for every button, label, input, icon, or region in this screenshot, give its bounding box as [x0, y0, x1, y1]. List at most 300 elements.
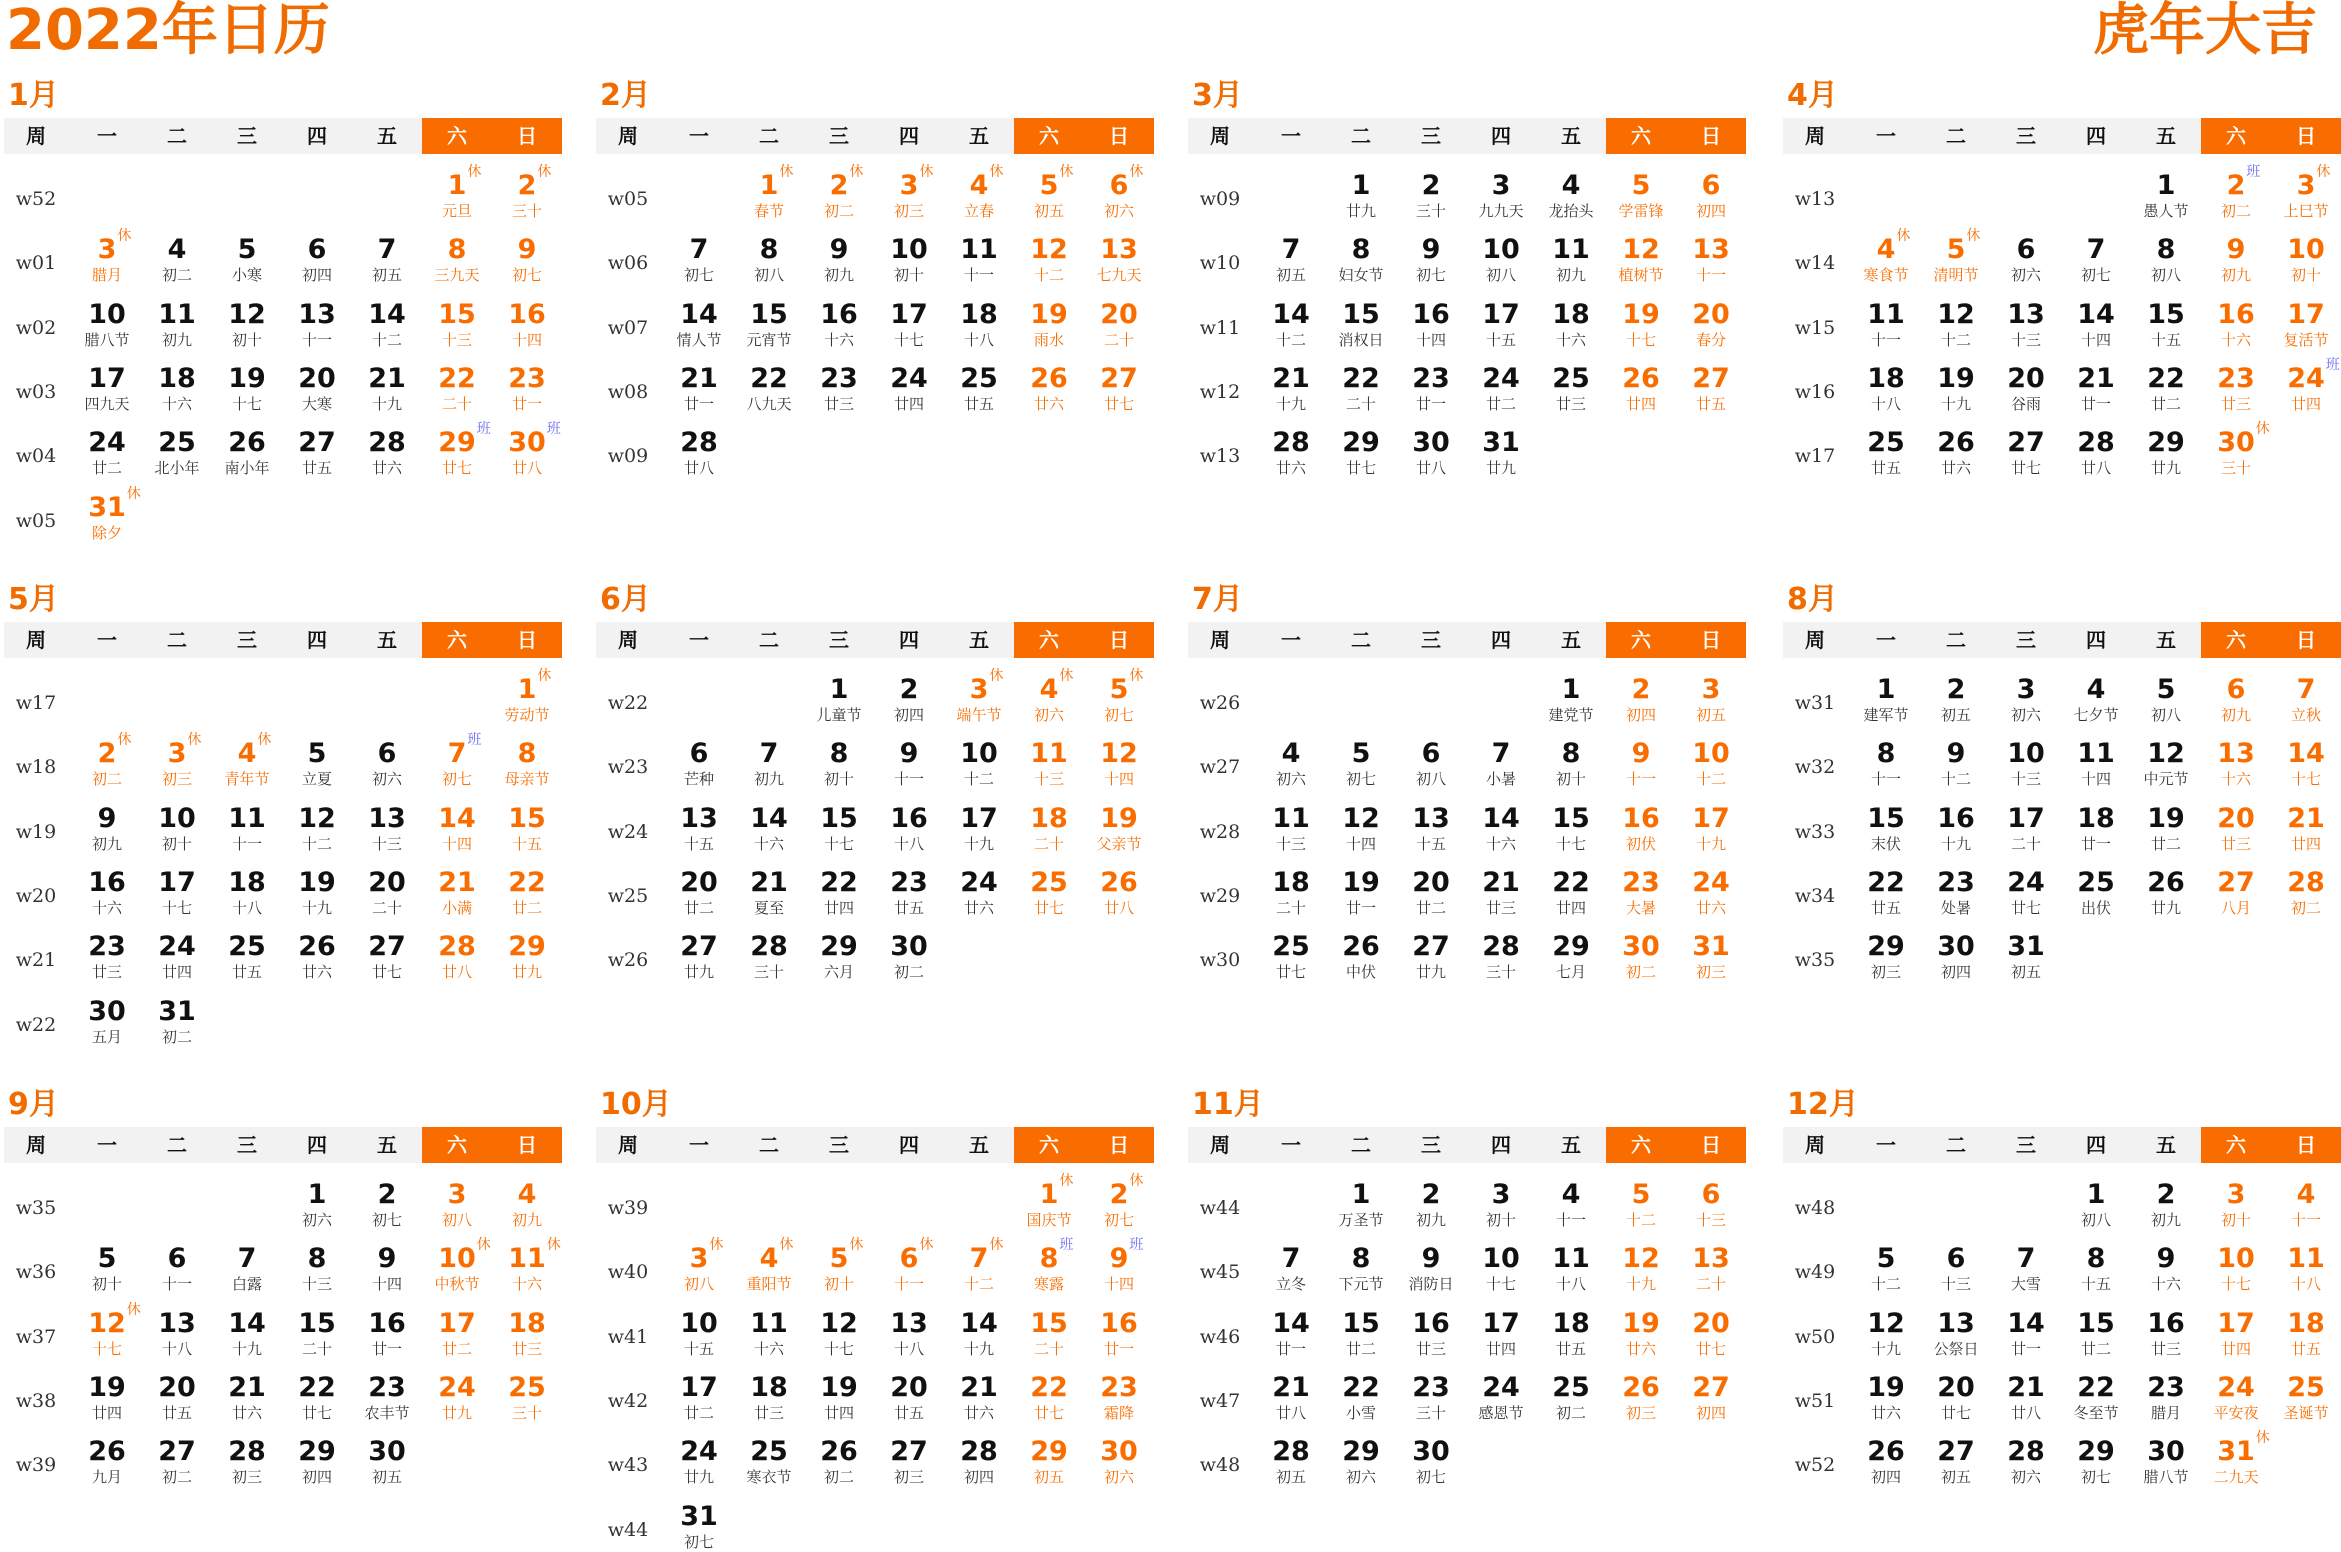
day-cell[interactable]	[142, 997, 212, 1047]
day-cell[interactable]	[1326, 1437, 1396, 1487]
day-cell[interactable]	[2061, 364, 2131, 414]
day-cell[interactable]	[422, 1309, 492, 1359]
day-cell[interactable]	[72, 932, 142, 982]
day-cell[interactable]	[492, 300, 562, 350]
day-cell[interactable]	[2201, 1373, 2271, 1423]
day-cell[interactable]	[734, 1309, 804, 1359]
day-cell[interactable]	[2131, 1373, 2201, 1423]
day-cell[interactable]	[1014, 1373, 1084, 1423]
day-cell[interactable]	[1536, 171, 1606, 221]
day-cell[interactable]	[352, 1373, 422, 1423]
day-cell[interactable]	[1991, 804, 2061, 854]
day-cell[interactable]	[1536, 1244, 1606, 1294]
day-cell[interactable]	[1326, 171, 1396, 221]
day-cell[interactable]	[282, 868, 352, 918]
day-cell[interactable]	[72, 364, 142, 414]
day-cell[interactable]	[282, 739, 352, 789]
day-cell[interactable]	[2061, 804, 2131, 854]
day-cell[interactable]	[2201, 235, 2271, 285]
day-cell[interactable]	[874, 1437, 944, 1487]
day-cell[interactable]	[1466, 428, 1536, 478]
day-cell[interactable]	[1851, 868, 1921, 918]
day-cell[interactable]	[72, 997, 142, 1047]
day-cell[interactable]	[734, 1237, 804, 1294]
day-cell[interactable]	[1991, 300, 2061, 350]
day-cell[interactable]	[492, 421, 562, 478]
day-cell[interactable]	[1466, 1373, 1536, 1423]
day-cell[interactable]	[1606, 300, 1676, 350]
day-cell[interactable]	[1536, 804, 1606, 854]
day-cell[interactable]	[72, 300, 142, 350]
day-cell[interactable]	[352, 804, 422, 854]
day-cell[interactable]	[492, 1237, 562, 1294]
day-cell[interactable]	[664, 739, 734, 789]
day-cell[interactable]	[1851, 1244, 1921, 1294]
day-cell[interactable]	[352, 364, 422, 414]
day-cell[interactable]	[422, 732, 492, 789]
day-cell[interactable]	[1991, 868, 2061, 918]
day-cell[interactable]	[664, 1437, 734, 1487]
day-cell[interactable]	[1084, 1309, 1154, 1359]
day-cell[interactable]	[2271, 739, 2341, 789]
day-cell[interactable]	[1921, 932, 1991, 982]
day-cell[interactable]	[2201, 300, 2271, 350]
day-cell[interactable]	[1851, 739, 1921, 789]
day-cell[interactable]	[804, 164, 874, 221]
day-cell[interactable]	[422, 421, 492, 478]
day-cell[interactable]	[804, 739, 874, 789]
day-cell[interactable]	[664, 804, 734, 854]
day-cell[interactable]	[664, 1237, 734, 1294]
day-cell[interactable]	[422, 1373, 492, 1423]
day-cell[interactable]	[1921, 1244, 1991, 1294]
day-cell[interactable]	[1396, 300, 1466, 350]
day-cell[interactable]	[874, 1373, 944, 1423]
day-cell[interactable]	[1014, 300, 1084, 350]
day-cell[interactable]	[2061, 675, 2131, 725]
day-cell[interactable]	[1606, 235, 1676, 285]
day-cell[interactable]	[1991, 428, 2061, 478]
day-cell[interactable]	[2271, 868, 2341, 918]
day-cell[interactable]	[1466, 932, 1536, 982]
day-cell[interactable]	[804, 1437, 874, 1487]
day-cell[interactable]	[2061, 1373, 2131, 1423]
day-cell[interactable]	[1606, 364, 1676, 414]
day-cell[interactable]	[944, 868, 1014, 918]
day-cell[interactable]	[1606, 804, 1676, 854]
day-cell[interactable]	[804, 1373, 874, 1423]
day-cell[interactable]	[804, 364, 874, 414]
day-cell[interactable]	[1396, 1180, 1466, 1230]
day-cell[interactable]	[2131, 868, 2201, 918]
day-cell[interactable]	[492, 668, 562, 725]
day-cell[interactable]	[352, 235, 422, 285]
day-cell[interactable]	[1606, 1180, 1676, 1230]
day-cell[interactable]	[1606, 171, 1676, 221]
day-cell[interactable]	[1084, 668, 1154, 725]
day-cell[interactable]	[142, 1437, 212, 1487]
day-cell[interactable]	[1256, 428, 1326, 478]
day-cell[interactable]	[1606, 675, 1676, 725]
day-cell[interactable]	[1256, 1244, 1326, 1294]
day-cell[interactable]	[1676, 1180, 1746, 1230]
day-cell[interactable]	[734, 932, 804, 982]
day-cell[interactable]	[492, 932, 562, 982]
day-cell[interactable]	[282, 300, 352, 350]
day-cell[interactable]	[1921, 868, 1991, 918]
day-cell[interactable]	[1536, 235, 1606, 285]
day-cell[interactable]	[804, 804, 874, 854]
day-cell[interactable]	[804, 1237, 874, 1294]
day-cell[interactable]	[492, 235, 562, 285]
day-cell[interactable]	[1536, 675, 1606, 725]
day-cell[interactable]	[1256, 868, 1326, 918]
day-cell[interactable]	[422, 1237, 492, 1294]
day-cell[interactable]	[1536, 364, 1606, 414]
day-cell[interactable]	[874, 932, 944, 982]
day-cell[interactable]	[142, 428, 212, 478]
day-cell[interactable]	[72, 1301, 142, 1359]
day-cell[interactable]	[1851, 1309, 1921, 1359]
day-cell[interactable]	[1676, 739, 1746, 789]
day-cell[interactable]	[944, 1373, 1014, 1423]
day-cell[interactable]	[1851, 932, 1921, 982]
day-cell[interactable]	[1084, 235, 1154, 285]
day-cell[interactable]	[1921, 804, 1991, 854]
day-cell[interactable]	[1991, 1244, 2061, 1294]
day-cell[interactable]	[1536, 739, 1606, 789]
day-cell[interactable]	[1676, 171, 1746, 221]
day-cell[interactable]	[734, 739, 804, 789]
day-cell[interactable]	[734, 364, 804, 414]
day-cell[interactable]	[1084, 868, 1154, 918]
day-cell[interactable]	[422, 1180, 492, 1230]
day-cell[interactable]	[804, 932, 874, 982]
day-cell[interactable]	[142, 1244, 212, 1294]
day-cell[interactable]	[2061, 1244, 2131, 1294]
day-cell[interactable]	[1851, 1373, 1921, 1423]
day-cell[interactable]	[1921, 428, 1991, 478]
day-cell[interactable]	[944, 364, 1014, 414]
day-cell[interactable]	[72, 1244, 142, 1294]
day-cell[interactable]	[874, 364, 944, 414]
day-cell[interactable]	[2061, 1180, 2131, 1230]
day-cell[interactable]	[282, 804, 352, 854]
day-cell[interactable]	[2131, 675, 2201, 725]
day-cell[interactable]	[874, 804, 944, 854]
day-cell[interactable]	[282, 235, 352, 285]
day-cell[interactable]	[422, 868, 492, 918]
day-cell[interactable]	[1466, 235, 1536, 285]
day-cell[interactable]	[1536, 300, 1606, 350]
day-cell[interactable]	[1466, 804, 1536, 854]
day-cell[interactable]	[804, 868, 874, 918]
day-cell[interactable]	[2271, 675, 2341, 725]
day-cell[interactable]	[1014, 739, 1084, 789]
day-cell[interactable]	[1396, 428, 1466, 478]
day-cell[interactable]	[1676, 932, 1746, 982]
day-cell[interactable]	[352, 1309, 422, 1359]
day-cell[interactable]	[1536, 868, 1606, 918]
day-cell[interactable]	[212, 932, 282, 982]
day-cell[interactable]	[1606, 1309, 1676, 1359]
day-cell[interactable]	[282, 932, 352, 982]
day-cell[interactable]	[804, 235, 874, 285]
day-cell[interactable]	[874, 868, 944, 918]
day-cell[interactable]	[1326, 868, 1396, 918]
day-cell[interactable]	[944, 1237, 1014, 1294]
day-cell[interactable]	[2131, 300, 2201, 350]
day-cell[interactable]	[1921, 1309, 1991, 1359]
day-cell[interactable]	[944, 1309, 1014, 1359]
day-cell[interactable]	[2061, 428, 2131, 478]
day-cell[interactable]	[1014, 1237, 1084, 1294]
day-cell[interactable]	[2131, 364, 2201, 414]
day-cell[interactable]	[72, 485, 142, 543]
day-cell[interactable]	[212, 1437, 282, 1487]
day-cell[interactable]	[2201, 868, 2271, 918]
day-cell[interactable]	[72, 228, 142, 285]
day-cell[interactable]	[1991, 739, 2061, 789]
day-cell[interactable]	[1326, 364, 1396, 414]
day-cell[interactable]	[1084, 1373, 1154, 1423]
day-cell[interactable]	[352, 1437, 422, 1487]
day-cell[interactable]	[142, 300, 212, 350]
day-cell[interactable]	[142, 868, 212, 918]
day-cell[interactable]	[1921, 364, 1991, 414]
day-cell[interactable]	[1256, 1437, 1326, 1487]
day-cell[interactable]	[2061, 300, 2131, 350]
day-cell[interactable]	[1326, 235, 1396, 285]
day-cell[interactable]	[422, 804, 492, 854]
day-cell[interactable]	[1676, 1244, 1746, 1294]
day-cell[interactable]	[944, 164, 1014, 221]
day-cell[interactable]	[1014, 1437, 1084, 1487]
day-cell[interactable]	[664, 428, 734, 478]
day-cell[interactable]	[1466, 868, 1536, 918]
day-cell[interactable]	[282, 1180, 352, 1230]
day-cell[interactable]	[492, 1180, 562, 1230]
day-cell[interactable]	[142, 804, 212, 854]
day-cell[interactable]	[142, 932, 212, 982]
day-cell[interactable]	[1014, 364, 1084, 414]
day-cell[interactable]	[2201, 1430, 2271, 1487]
day-cell[interactable]	[1851, 675, 1921, 725]
day-cell[interactable]	[2271, 300, 2341, 350]
day-cell[interactable]	[1536, 1373, 1606, 1423]
day-cell[interactable]	[2201, 164, 2271, 221]
day-cell[interactable]	[2201, 1309, 2271, 1359]
day-cell[interactable]	[352, 428, 422, 478]
day-cell[interactable]	[734, 804, 804, 854]
day-cell[interactable]	[2271, 1373, 2341, 1423]
day-cell[interactable]	[2131, 428, 2201, 478]
day-cell[interactable]	[492, 1309, 562, 1359]
day-cell[interactable]	[1536, 932, 1606, 982]
day-cell[interactable]	[2061, 739, 2131, 789]
day-cell[interactable]	[142, 1373, 212, 1423]
day-cell[interactable]	[2271, 1180, 2341, 1230]
day-cell[interactable]	[804, 675, 874, 725]
day-cell[interactable]	[212, 1309, 282, 1359]
day-cell[interactable]	[2201, 675, 2271, 725]
day-cell[interactable]	[1084, 1437, 1154, 1487]
day-cell[interactable]	[2061, 868, 2131, 918]
day-cell[interactable]	[2201, 421, 2271, 478]
day-cell[interactable]	[1466, 1309, 1536, 1359]
day-cell[interactable]	[422, 235, 492, 285]
day-cell[interactable]	[1396, 364, 1466, 414]
day-cell[interactable]	[142, 364, 212, 414]
day-cell[interactable]	[1326, 739, 1396, 789]
day-cell[interactable]	[352, 300, 422, 350]
day-cell[interactable]	[1084, 300, 1154, 350]
day-cell[interactable]	[492, 364, 562, 414]
day-cell[interactable]	[1326, 1309, 1396, 1359]
day-cell[interactable]	[944, 235, 1014, 285]
day-cell[interactable]	[72, 1437, 142, 1487]
day-cell[interactable]	[2131, 235, 2201, 285]
day-cell[interactable]	[874, 1309, 944, 1359]
day-cell[interactable]	[1466, 300, 1536, 350]
day-cell[interactable]	[1014, 1309, 1084, 1359]
day-cell[interactable]	[422, 164, 492, 221]
day-cell[interactable]	[664, 868, 734, 918]
day-cell[interactable]	[2201, 739, 2271, 789]
day-cell[interactable]	[1396, 1373, 1466, 1423]
day-cell[interactable]	[1851, 300, 1921, 350]
day-cell[interactable]	[212, 428, 282, 478]
day-cell[interactable]	[1256, 235, 1326, 285]
day-cell[interactable]	[1256, 1309, 1326, 1359]
day-cell[interactable]	[1676, 675, 1746, 725]
day-cell[interactable]	[1014, 235, 1084, 285]
day-cell[interactable]	[1606, 1244, 1676, 1294]
day-cell[interactable]	[1084, 164, 1154, 221]
day-cell[interactable]	[664, 1502, 734, 1552]
day-cell[interactable]	[1536, 1180, 1606, 1230]
day-cell[interactable]	[734, 235, 804, 285]
day-cell[interactable]	[212, 235, 282, 285]
day-cell[interactable]	[2131, 171, 2201, 221]
day-cell[interactable]	[212, 364, 282, 414]
day-cell[interactable]	[492, 164, 562, 221]
day-cell[interactable]	[734, 1373, 804, 1423]
day-cell[interactable]	[1084, 804, 1154, 854]
day-cell[interactable]	[1466, 739, 1536, 789]
day-cell[interactable]	[492, 1373, 562, 1423]
day-cell[interactable]	[1014, 804, 1084, 854]
day-cell[interactable]	[1851, 364, 1921, 414]
day-cell[interactable]	[422, 932, 492, 982]
day-cell[interactable]	[1466, 1244, 1536, 1294]
day-cell[interactable]	[734, 300, 804, 350]
day-cell[interactable]	[352, 739, 422, 789]
day-cell[interactable]	[1014, 668, 1084, 725]
day-cell[interactable]	[1256, 1373, 1326, 1423]
day-cell[interactable]	[2271, 804, 2341, 854]
day-cell[interactable]	[874, 300, 944, 350]
day-cell[interactable]	[1991, 1373, 2061, 1423]
day-cell[interactable]	[1921, 300, 1991, 350]
day-cell[interactable]	[1326, 932, 1396, 982]
day-cell[interactable]	[1326, 428, 1396, 478]
day-cell[interactable]	[1466, 171, 1536, 221]
day-cell[interactable]	[72, 804, 142, 854]
day-cell[interactable]	[1676, 804, 1746, 854]
day-cell[interactable]	[1084, 1237, 1154, 1294]
day-cell[interactable]	[212, 300, 282, 350]
day-cell[interactable]	[1326, 300, 1396, 350]
day-cell[interactable]	[282, 1437, 352, 1487]
day-cell[interactable]	[1256, 300, 1326, 350]
day-cell[interactable]	[874, 164, 944, 221]
day-cell[interactable]	[1921, 1437, 1991, 1487]
day-cell[interactable]	[2061, 235, 2131, 285]
day-cell[interactable]	[944, 804, 1014, 854]
day-cell[interactable]	[1851, 804, 1921, 854]
day-cell[interactable]	[664, 364, 734, 414]
day-cell[interactable]	[142, 1309, 212, 1359]
day-cell[interactable]	[2131, 1180, 2201, 1230]
day-cell[interactable]	[352, 1180, 422, 1230]
day-cell[interactable]	[212, 1373, 282, 1423]
day-cell[interactable]	[2201, 804, 2271, 854]
day-cell[interactable]	[1991, 675, 2061, 725]
day-cell[interactable]	[1676, 235, 1746, 285]
day-cell[interactable]	[1606, 1373, 1676, 1423]
day-cell[interactable]	[282, 428, 352, 478]
day-cell[interactable]	[664, 1309, 734, 1359]
day-cell[interactable]	[2271, 235, 2341, 285]
day-cell[interactable]	[1256, 932, 1326, 982]
day-cell[interactable]	[2201, 364, 2271, 414]
day-cell[interactable]	[2131, 1244, 2201, 1294]
day-cell[interactable]	[944, 668, 1014, 725]
day-cell[interactable]	[2131, 1437, 2201, 1487]
day-cell[interactable]	[2201, 1244, 2271, 1294]
day-cell[interactable]	[1396, 1244, 1466, 1294]
day-cell[interactable]	[1991, 932, 2061, 982]
day-cell[interactable]	[72, 1373, 142, 1423]
day-cell[interactable]	[1676, 1373, 1746, 1423]
day-cell[interactable]	[282, 1244, 352, 1294]
day-cell[interactable]	[734, 1437, 804, 1487]
day-cell[interactable]	[1326, 1244, 1396, 1294]
day-cell[interactable]	[2061, 1437, 2131, 1487]
day-cell[interactable]	[1256, 364, 1326, 414]
day-cell[interactable]	[2061, 1309, 2131, 1359]
day-cell[interactable]	[1396, 1437, 1466, 1487]
day-cell[interactable]	[72, 868, 142, 918]
day-cell[interactable]	[944, 739, 1014, 789]
day-cell[interactable]	[734, 868, 804, 918]
day-cell[interactable]	[142, 235, 212, 285]
day-cell[interactable]	[1676, 364, 1746, 414]
day-cell[interactable]	[944, 300, 1014, 350]
day-cell[interactable]	[874, 1237, 944, 1294]
day-cell[interactable]	[664, 235, 734, 285]
day-cell[interactable]	[352, 932, 422, 982]
day-cell[interactable]	[1466, 364, 1536, 414]
day-cell[interactable]	[352, 1244, 422, 1294]
day-cell[interactable]	[734, 164, 804, 221]
day-cell[interactable]	[874, 739, 944, 789]
day-cell[interactable]	[1991, 1437, 2061, 1487]
day-cell[interactable]	[804, 300, 874, 350]
day-cell[interactable]	[72, 428, 142, 478]
day-cell[interactable]	[212, 732, 282, 789]
